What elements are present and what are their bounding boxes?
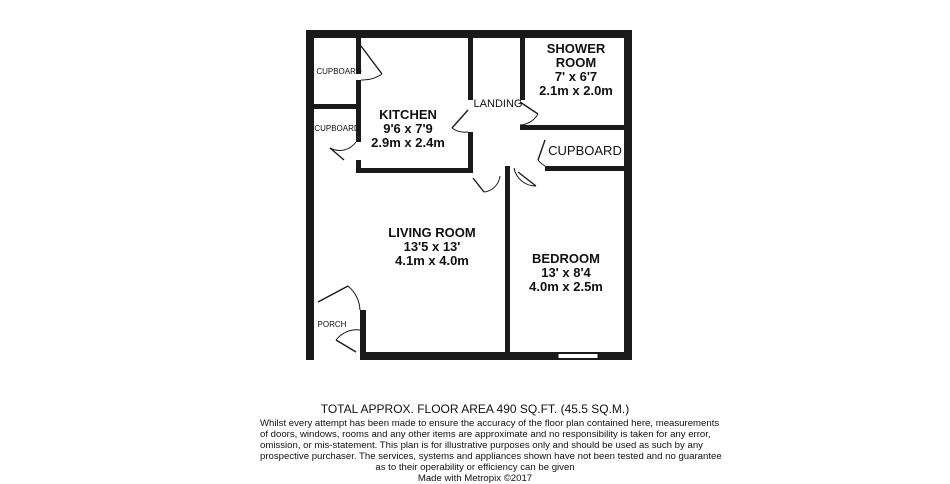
kitchen-name: KITCHEN	[379, 107, 437, 122]
bedroom-imperial: 13' x 8'4	[541, 265, 591, 280]
doors	[318, 46, 545, 352]
shower-room-name-line2: ROOM	[555, 55, 597, 70]
kitchen-imperial: 9'6 x 7'9	[383, 121, 433, 136]
cupboard-top-label: CUPBOARD	[316, 67, 362, 76]
window	[558, 354, 598, 359]
cupboard-right-label: CUPBOARD	[548, 143, 622, 158]
shower-room-name-line1: SHOWER	[546, 41, 606, 56]
disclaimer-line: omission, or mis-statement. This plan is for illustrative purposes only and should be used as such by any	[260, 440, 703, 451]
bedroom-metric: 4.0m x 2.5m	[529, 279, 603, 294]
disclaimer-line: Whilst every attempt has been made to ensure the accuracy of the floor plan contained here, measurements	[260, 418, 720, 429]
bedroom-name: BEDROOM	[532, 251, 600, 266]
living-room-imperial: 13'5 x 13'	[403, 239, 461, 254]
landing-label: LANDING	[473, 98, 523, 110]
porch-label: PORCH	[317, 320, 347, 329]
disclaimer-line: of doors, windows, rooms and any other items are approximate and no responsibility is taken for any error,	[260, 429, 711, 440]
disclaimer-line: prospective purchaser. The services, systems and appliances shown have not been tested and no guarantee	[260, 451, 722, 462]
total-floor-area: TOTAL APPROX. FLOOR AREA 490 SQ.FT. (45.5 SQ.M.)	[320, 402, 630, 416]
living-room-name: LIVING ROOM	[388, 225, 476, 240]
living-room-metric: 4.1m x 4.0m	[395, 253, 469, 268]
cupboard-mid-label: CUPBOARD	[314, 124, 360, 133]
kitchen-metric: 2.9m x 2.4m	[371, 135, 445, 150]
shower-room-imperial: 7' x 6'7	[554, 69, 598, 84]
made-with-credit: Made with Metropix ©2017	[417, 473, 533, 484]
shower-room-metric: 2.1m x 2.0m	[539, 83, 613, 98]
disclaimer	[260, 418, 722, 473]
floor-plan-footer	[0, 402, 950, 484]
disclaimer-line: as to their operability or efficiency can be given	[375, 462, 575, 473]
